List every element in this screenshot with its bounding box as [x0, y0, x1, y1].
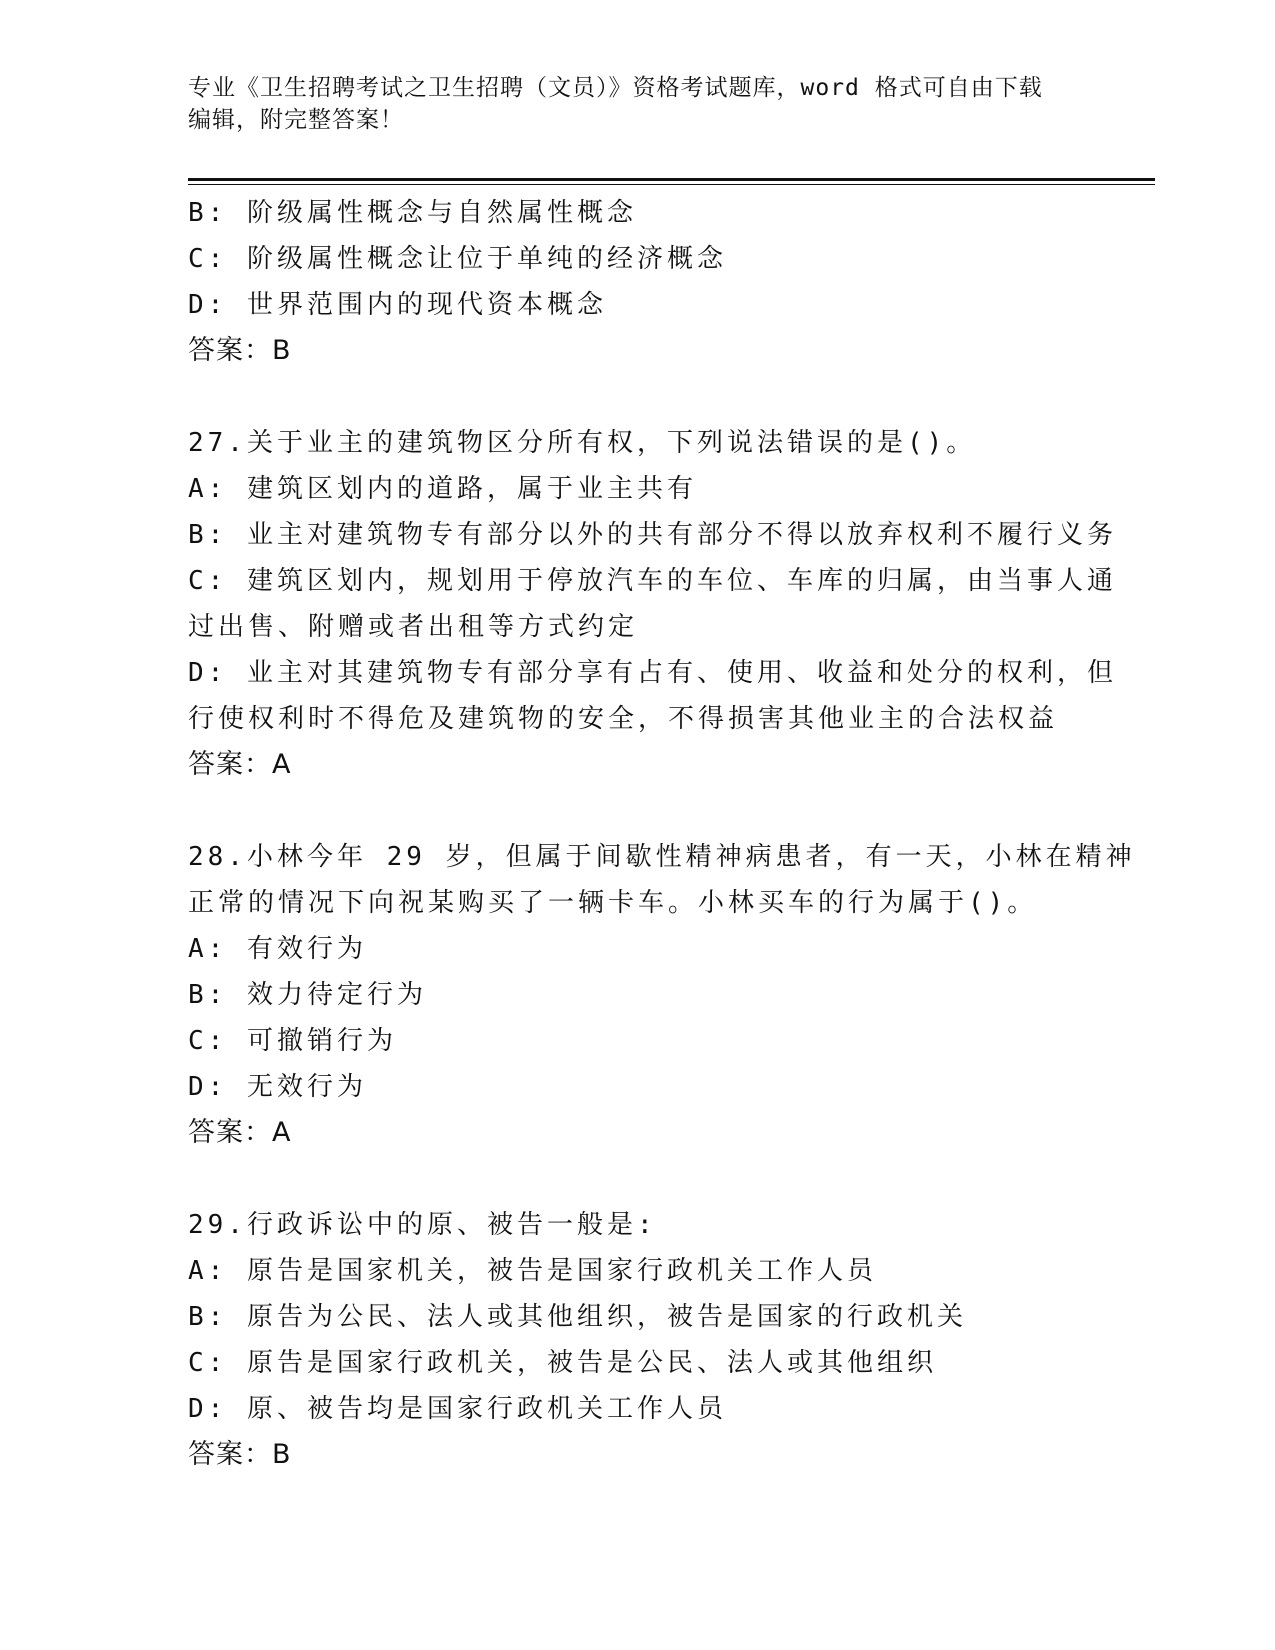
- q27-option-d-line-2: 行使权利时不得危及建筑物的安全，不得损害其他业主的合法权益: [188, 704, 1059, 734]
- q29-answer: 答案：B: [188, 1439, 292, 1470]
- q27-question: 27.关于业主的建筑物区分所有权，下列说法错误的是()。: [188, 428, 977, 458]
- q29-option-c: C: 原告是国家行政机关，被告是公民、法人或其他组织: [188, 1348, 937, 1378]
- spacer: [188, 374, 1088, 420]
- q26-option-c: C: 阶级属性概念让位于单纯的经济概念: [188, 244, 727, 274]
- question-26-tail: [188, 190, 1088, 374]
- q28-question-line-1: 28.小林今年 29 岁，但属于间歇性精神病患者，有一天，小林在精神: [188, 842, 1136, 872]
- spacer: [188, 1156, 1088, 1202]
- q28-option-c: C: 可撤销行为: [188, 1026, 397, 1056]
- header-line-1: 专业《卫生招聘考试之卫生招聘（文员）》资格考试题库，word 格式可自由下载: [188, 75, 1043, 101]
- q27-option-c-line-2: 过出售、附赠或者出租等方式约定: [188, 612, 639, 642]
- q26-option-d: D: 世界范围内的现代资本概念: [188, 290, 607, 320]
- q26-answer: 答案：B: [188, 335, 292, 366]
- question-29: [188, 1202, 1088, 1478]
- q27-answer: 答案：A: [188, 749, 292, 780]
- q27-option-d-line-1: D: 业主对其建筑物专有部分享有占有、使用、收益和处分的权利，但: [188, 658, 1117, 688]
- document-header: [188, 72, 1088, 136]
- header-line-2: 编辑，附完整答案！: [188, 107, 404, 133]
- q27-option-c-line-1: C: 建筑区划内，规划用于停放汽车的车位、车库的归属，由当事人通: [188, 566, 1117, 596]
- q26-option-b: B: 阶级属性概念与自然属性概念: [188, 198, 637, 228]
- q28-answer: 答案：A: [188, 1117, 292, 1148]
- q27-option-b: B: 业主对建筑物专有部分以外的共有部分不得以放弃权利不履行义务: [188, 520, 1117, 550]
- q29-option-d: D: 原、被告均是国家行政机关工作人员: [188, 1394, 727, 1424]
- q28-question-line-2: 正常的情况下向祝某购买了一辆卡车。小林买车的行为属于()。: [188, 888, 1038, 918]
- question-28: [188, 834, 1136, 1156]
- q28-option-d: D: 无效行为: [188, 1072, 367, 1102]
- question-27: [188, 420, 1117, 788]
- q29-question: 29.行政诉讼中的原、被告一般是:: [188, 1210, 657, 1240]
- header-divider-thick: [188, 178, 1155, 181]
- q29-option-b: B: 原告为公民、法人或其他组织，被告是国家的行政机关: [188, 1302, 967, 1332]
- spacer: [188, 788, 1088, 834]
- q27-option-a: A: 建筑区划内的道路，属于业主共有: [188, 474, 697, 504]
- q29-option-a: A: 原告是国家机关，被告是国家行政机关工作人员: [188, 1256, 877, 1286]
- q28-option-b: B: 效力待定行为: [188, 980, 427, 1010]
- q28-option-a: A: 有效行为: [188, 934, 367, 964]
- header-divider-thin: [188, 184, 1155, 185]
- question-list: [188, 190, 1136, 1478]
